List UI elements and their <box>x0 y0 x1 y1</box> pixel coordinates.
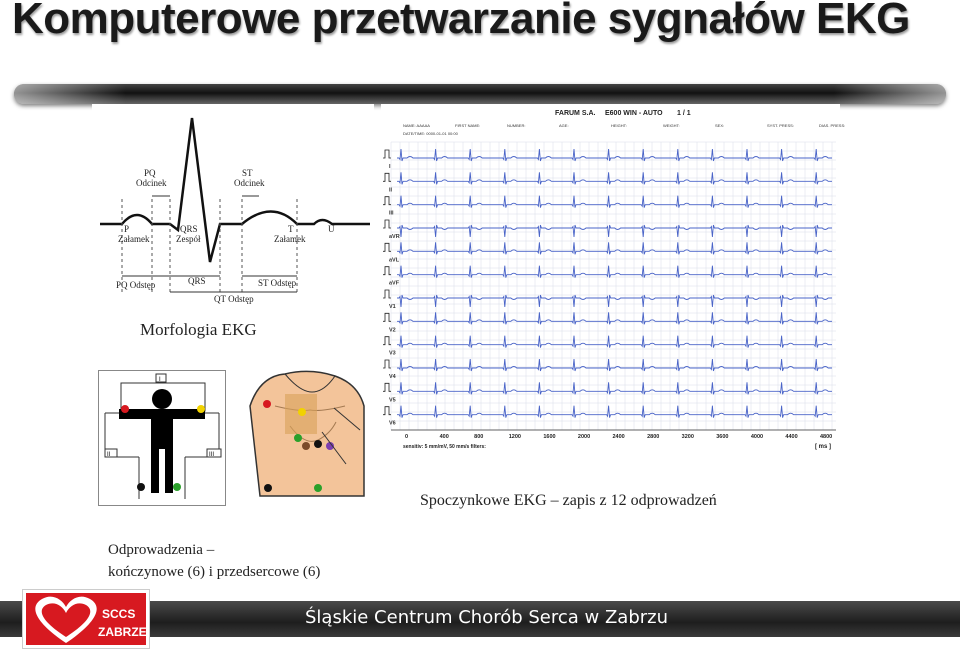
label-p-wave-sub: Załamek <box>118 234 150 244</box>
ecg-settings: sensitiv: 5 mm/mV, 50 mm/s filters: <box>403 444 486 450</box>
ecg-header-field: AGE: <box>559 123 569 128</box>
ecg-trace-iii <box>397 196 832 208</box>
ecg-header-field: HEIGHT: <box>611 123 627 128</box>
ecg-printout-panel <box>381 104 846 456</box>
ecg-header-vendor: FARUM S.A. <box>555 110 596 117</box>
chest-leads-figure <box>240 366 380 502</box>
lead-label-iii: III <box>209 452 215 458</box>
calibration-pulse <box>383 197 391 205</box>
label-pq-interval: PQ Odstęp <box>116 280 156 290</box>
electrode-la <box>197 405 205 413</box>
electrode-v2 <box>298 408 306 416</box>
ecg-unit: [ ms ] <box>815 444 832 450</box>
ecg-x-tick: 4400 <box>785 434 798 440</box>
ecg-header-field: NAME: AAAAA <box>403 123 430 128</box>
electrode-v3 <box>294 434 302 442</box>
lead-label-avl: aVL <box>389 257 400 264</box>
ecg-header-page: 1 / 1 <box>677 110 691 117</box>
label-t-wave-sub: Załamek <box>274 234 306 244</box>
ecg-x-tick: 2000 <box>577 434 591 440</box>
label-qrs-complex: QRS <box>180 224 198 234</box>
electrode-ll-chest <box>314 484 322 492</box>
lead-label-v3: V3 <box>389 350 396 357</box>
lead-label-v5: V5 <box>389 397 396 404</box>
ecg-trace-v4 <box>397 359 832 371</box>
logo-text-sccs: SCCS <box>102 607 136 621</box>
lead-label-v4: V4 <box>389 374 396 380</box>
lead-label-ii: II <box>107 452 111 458</box>
title-divider-fade <box>14 84 946 104</box>
ecg-header-device: E600 WIN - AUTO <box>605 110 663 117</box>
ecg-x-tick: 1600 <box>543 434 556 440</box>
electrode-v5 <box>314 440 322 448</box>
label-pq-segment-sub: Odcinek <box>136 178 167 188</box>
morphology-caption: Morfologia EKG <box>140 320 257 339</box>
ecg-header-field: DIAS. PRESS: <box>819 123 846 128</box>
lead-label-ii: II <box>389 187 393 194</box>
calibration-pulse <box>383 313 391 321</box>
ecg-printout-caption: Spoczynkowe EKG – zapis z 12 odprowadzeń <box>420 492 717 509</box>
calibration-pulse <box>383 267 391 275</box>
calibration-pulse <box>383 290 391 298</box>
leads-caption-line2: kończynowe (6) i przedsercowe (6) <box>108 564 321 580</box>
electrode-v4 <box>302 442 310 450</box>
ecg-x-tick: 3200 <box>681 434 694 440</box>
ecg-trace-ii <box>397 172 832 184</box>
label-qt-interval: QT Odstęp <box>214 294 254 304</box>
footer-institution: Śląskie Centrum Chorób Serca w Zabrzu <box>305 607 669 628</box>
ecg-x-tick: 4000 <box>750 434 764 440</box>
electrode-ll <box>173 483 181 491</box>
label-st-segment: ST <box>242 168 253 178</box>
ecg-trace-v6 <box>397 406 832 418</box>
ecg-x-tick: 2400 <box>612 434 625 440</box>
label-pq-segment: PQ <box>144 168 156 178</box>
ecg-trace-avr <box>397 225 832 237</box>
ecg-printout <box>381 104 846 456</box>
ecg-trace-avf <box>397 266 832 278</box>
sccs-logo-background <box>26 593 146 645</box>
electrode-ra <box>121 405 129 413</box>
electrode-rl <box>137 483 145 491</box>
limb-leads-figure <box>99 371 225 505</box>
lead-label-i: I <box>389 164 391 170</box>
calibration-pulse <box>383 407 391 415</box>
calibration-pulse <box>383 220 391 228</box>
label-qrs: QRS <box>188 276 206 286</box>
calibration-pulse <box>383 383 391 391</box>
ecg-x-tick: 4800 <box>820 434 833 440</box>
label-qrs-complex-sub: Zespół <box>176 234 201 244</box>
calibration-pulse <box>383 337 391 345</box>
chest-leads-panel <box>240 366 380 502</box>
ecg-x-tick: 2800 <box>647 434 660 440</box>
calibration-pulse <box>383 243 391 251</box>
ecg-header-field: SEX: <box>715 123 725 128</box>
ecg-morphology-diagram <box>92 104 374 354</box>
ecg-header-field: NUMBER: <box>507 123 526 128</box>
electrode-rl-chest <box>264 484 272 492</box>
lead-label-v2: V2 <box>389 327 396 334</box>
electrode-v1 <box>263 400 271 408</box>
ecg-header-field: SYST. PRESS: <box>767 123 794 128</box>
label-st-interval: ST Odstęp <box>258 278 297 288</box>
limb-leads-panel <box>98 370 226 506</box>
slide-title: Komputerowe przetwarzanie sygnałów EKG <box>12 0 910 43</box>
ecg-header-datetime: DATE/TIME: 0000-01-01 00:00 <box>403 131 458 136</box>
ecg-x-tick: 800 <box>474 434 484 440</box>
ecg-trace-avl <box>397 242 832 254</box>
label-st-segment-sub: Odcinek <box>234 178 265 188</box>
label-u-wave: U <box>328 224 335 234</box>
ecg-x-tick: 0 <box>405 434 409 440</box>
lead-label-i: I <box>159 377 161 383</box>
ecg-trace-v3 <box>397 336 832 348</box>
calibration-pulse <box>383 360 391 368</box>
label-p-wave: P <box>124 224 130 234</box>
ecg-x-tick: 3600 <box>716 434 729 440</box>
ecg-x-tick: 1200 <box>508 434 521 440</box>
leads-caption-line1: Odprowadzenia – <box>108 542 215 558</box>
lead-label-avr: aVR <box>389 234 400 240</box>
calibration-pulse <box>383 150 391 158</box>
ecg-trace-v1 <box>397 295 832 307</box>
ecg-trace-v5 <box>397 382 832 394</box>
ecg-x-tick: 400 <box>439 434 449 440</box>
ecg-trace-v2 <box>397 312 832 324</box>
sccs-logo <box>22 589 150 649</box>
lead-label-avf: aVF <box>389 280 400 287</box>
ecg-header-field: FIRST NAME: <box>455 123 481 128</box>
ecg-header-field: WEIGHT: <box>663 123 680 128</box>
logo-text-zabrze: ZABRZE <box>98 625 147 639</box>
ecg-morphology-panel <box>92 104 374 354</box>
lead-label-v1: V1 <box>389 304 396 310</box>
label-t-wave: T <box>288 224 294 234</box>
lead-label-iii: III <box>389 210 394 217</box>
calibration-pulse <box>383 173 391 181</box>
lead-label-v6: V6 <box>389 420 396 427</box>
